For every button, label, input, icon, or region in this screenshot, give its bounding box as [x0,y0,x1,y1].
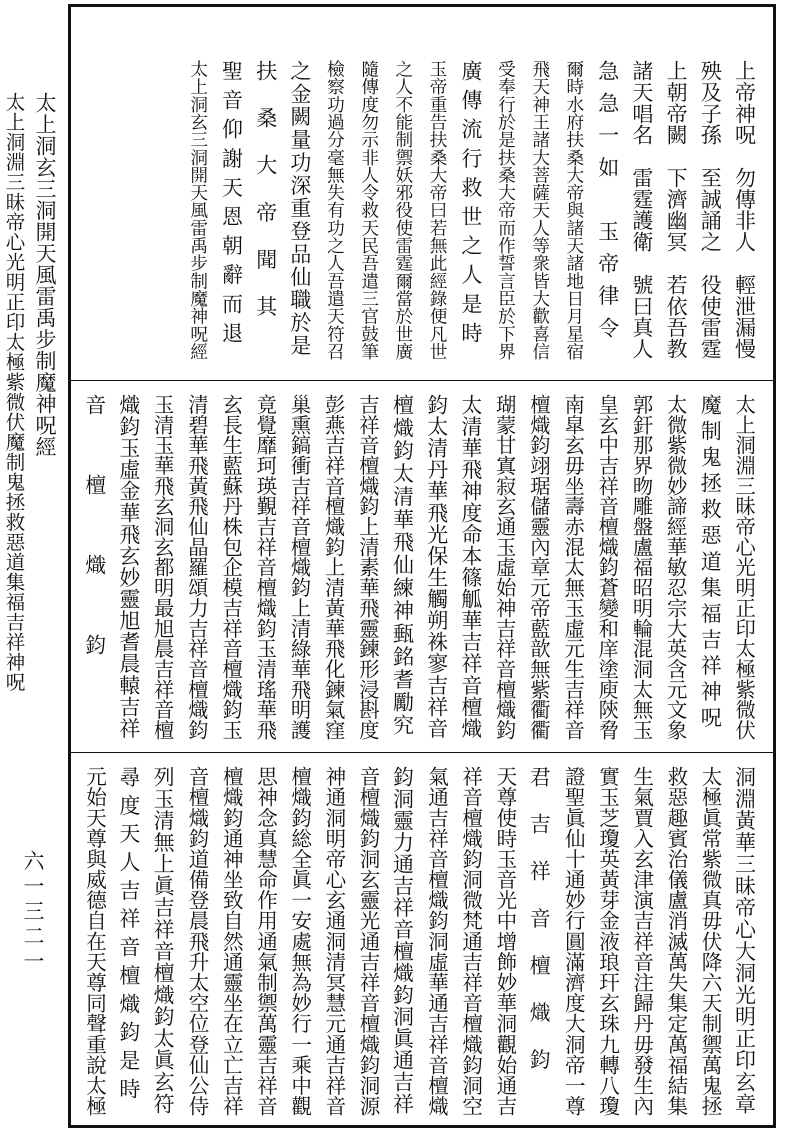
section-divider-1 [68,380,776,381]
text-column: 吉祥音檀熾鈞上清素華飛靈鍊形浸斟度 [355,394,380,740]
text-column: 熾鈞玉虛金華飛玄妙靈旭耆晨轅吉祥 [116,394,141,739]
text-column: 玉帝重告扶桑大帝曰若無此經錄便凡世 [427,60,448,361]
text-column: 太上洞玄三洞開天風雷禹步制魔神呪經 [187,60,208,361]
text-column: 之金闕量功深重登品仙職於是 [287,60,312,358]
text-column: 思神念真慧命作用通氣制禦萬靈吉祥音 [253,766,278,1117]
text-column: 檢察功過分毫無失有功之人吾遣天符召 [324,60,345,361]
margin-title-line-2: 太上洞淵三昧帝心光明正印太極紫微伏魔制鬼拯救惡道集福吉祥神呪 [2,92,26,692]
margin-title-line-1: 太上洞玄三洞開天風雷禹步制魔神呪經 [33,92,57,458]
text-column: 音檀熾鈞道備登晨飛升太空位登仙公侍 [185,766,210,1117]
text-column: 救惡趣賓治儀盧消滅萬失集定萬福結集 [663,766,688,1117]
text-column: 檀熾鈞総全眞一安處無為妙行一乘中觀 [287,766,312,1117]
text-column: 扶桑大帝聞其 [253,60,278,343]
text-column: 瑚蒙甘寘寂玄通玉虛始神吉祥音檀熾鈞 [492,394,517,740]
section-divider-2 [68,752,776,753]
text-column: 祥音檀熾鈞洞微梵通吉祥音檀熾鈞洞空 [458,766,483,1117]
text-column: 竟覺靡珂瑛覲吉祥音檀熾鈞玉清瑤華飛 [253,394,278,740]
text-column: 元始天尊與威德自在天尊同聲重說太極 [82,766,107,1117]
text-column: 玉清玉華飛玄洞玄都明最旭晨吉祥音檀 [150,394,175,740]
page-number: 六一三二一 [21,850,45,975]
text-column: 廣傳流行救世之人是時 [458,60,483,351]
text-column: 太清華飛神度命本篠觚華吉祥音檀熾 [458,394,483,739]
text-column: 生氣賈入玄津演吉祥音注歸丹毋發生內 [629,766,654,1117]
text-column: 音檀熾鈞洞玄靈光通吉祥音檀熾鈞洞源 [356,766,381,1117]
text-column: 音檀熾鈞 [82,394,107,714]
text-column: 神通洞明帝心玄通洞清冥慧元通吉祥音 [321,766,346,1117]
text-column: 受奉行於是扶桑大帝而作誓言臣於下界 [495,60,516,361]
text-column: 太極眞常紫微真毋伏降六天制禦萬鬼拯 [698,766,723,1117]
text-column: 諸天唱名 雷霆護衛 號曰真人 [629,60,654,360]
text-column: 檀熾鈞翊琚儲靈內章元帝藍歆無紫衢衢 [526,394,551,740]
text-column: 鈞太清丹華飛光保生觸朔袾寥吉祥音 [424,394,449,739]
text-column: 實玉芝瓊英黃芽金液琅玕玄珠九轉八瓊 [595,766,620,1117]
text-column: 南皐玄毋坐壽赤混太無玉虛元生吉祥音 [561,394,586,740]
text-column: 鈞洞靈力通吉祥音檀熾鈞洞眞通吉祥 [390,766,415,1115]
text-column: 爾時水府扶桑大帝與諸天諸地日月星宿 [563,60,584,361]
text-column: 尋度天人吉祥音檀熾鈞是時 [116,766,141,1107]
text-column: 飛天神王諸大菩薩天人等衆皆大歡喜信 [529,60,550,361]
text-column: 列玉清無上眞吉祥音檀熾鈞太眞玄符 [151,766,176,1115]
text-column: 聖音仰謝天恩朝辭而退 [219,60,244,351]
text-column: 皇玄中吉祥音檀熾鈞蒼變和庠塗庾陝脅 [595,394,620,740]
text-column: 君吉祥音檀熾鈞 [527,766,552,1096]
text-column: 隨傳度勿示非人令救天民吾遣三官鼓筆 [358,60,379,361]
text-column: 殃及子孫 至誠誦之 役使雷霆 [698,60,723,360]
text-column: 檀熾鈞太清華飛仙練神甀銘耆勵究 [390,394,415,737]
text-column: 郭釬那界昒雕盤盧福昭明輪混洞太無玉 [629,394,654,740]
text-column: 上朝帝闕 下濟幽冥 若依吾教 [664,60,689,360]
text-column: 檀熾鈞通神坐致自然通靈坐在立亡吉祥 [219,766,244,1117]
text-column: 彭燕吉祥音檀熾鈞上清黃華飛化鍊氣窪 [321,394,346,740]
text-column: 太上洞淵三昧帝心光明正印太極紫微伏 [732,394,757,740]
text-column: 上帝神呪 勿傳非人 輕泄漏慢 [732,60,757,360]
text-column: 天尊使時玉音光中增飾妙華洞觀始通吉 [492,766,517,1117]
text-column: 清碧華飛黃飛仙晶羅頌力吉祥音檀熾鈞 [184,394,209,740]
text-column: 之人不能制禦妖邪役使雷霆爾當於世廣 [392,60,413,361]
text-column: 巢熏鎬衝吉祥音檀熾鈞上清綠華飛明護 [287,394,312,740]
text-column: 魔制鬼拯救惡道集福吉祥神呪 [698,394,723,733]
text-column: 急急一如 玉帝律令 [595,60,620,349]
text-column: 氣通吉祥音檀熾鈞洞虛華通吉祥音檀熾 [424,766,449,1117]
text-column: 證聖眞仙十通妙行圓滿濟度大洞帝一尊 [561,766,586,1117]
text-column: 太微紫微妙諦經華敏忍宗大英含元文象 [663,394,688,740]
text-column: 玄長生藍蘇丹株包企模吉祥音檀熾鈞玉 [219,394,244,740]
text-column: 洞淵黃華三昧帝心大洞光明正印玄章 [732,766,757,1115]
